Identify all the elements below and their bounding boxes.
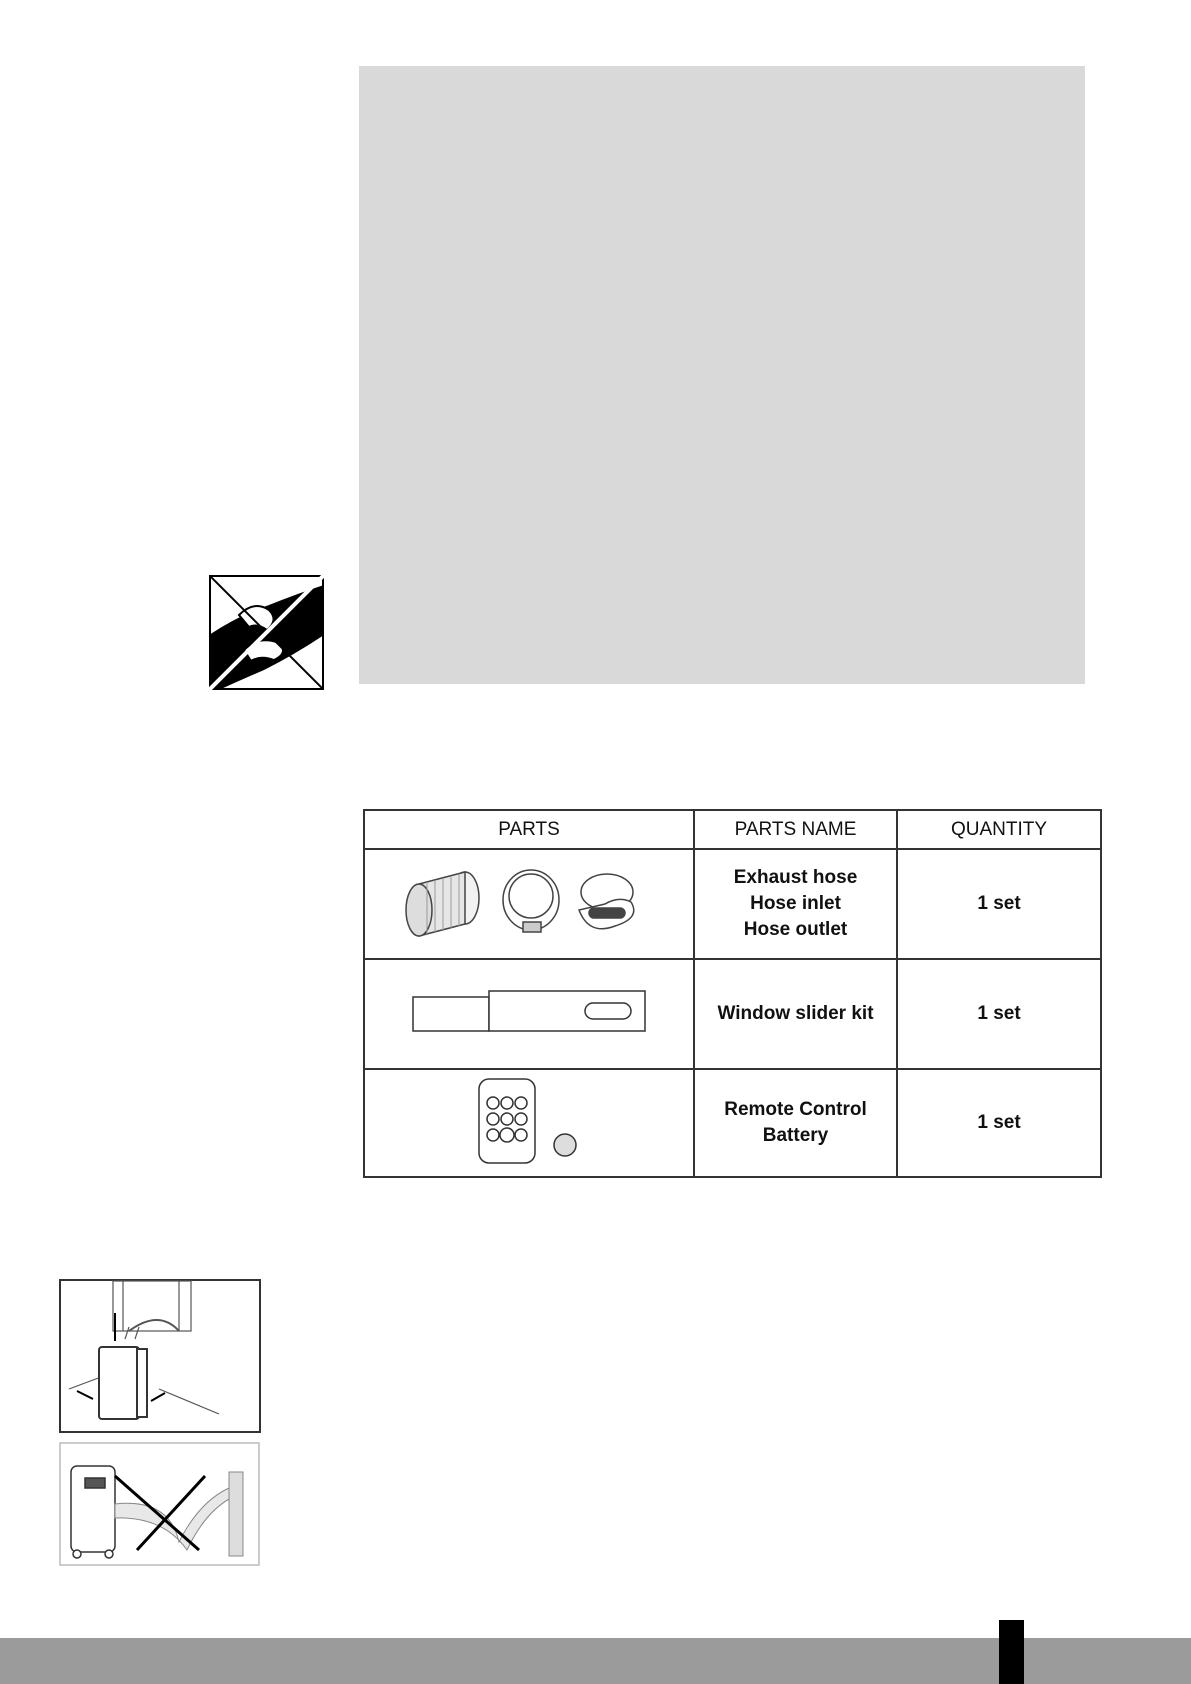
- part-name-line: Hose inlet: [750, 893, 841, 914]
- exhaust-hose-illustration: [379, 856, 679, 946]
- table-row: [364, 849, 1101, 959]
- part-name-cell: [694, 1069, 897, 1177]
- no-hands-in-outlet-icon: [209, 575, 324, 690]
- quantity-cell: 1 set: [897, 959, 1101, 1069]
- parts-illustration-cell: [364, 959, 694, 1069]
- table-row: [364, 959, 1101, 1069]
- part-name-cell: [694, 849, 897, 959]
- no-bent-hose-icon: [59, 1442, 260, 1566]
- part-name-line: Remote Control: [724, 1099, 867, 1120]
- part-name-line: Hose outlet: [743, 919, 848, 940]
- page-tab-marker: [999, 1620, 1024, 1684]
- parts-illustration-cell: [364, 849, 694, 959]
- parts-illustration-cell: [364, 1069, 694, 1177]
- header-parts: PARTS: [364, 810, 694, 849]
- header-quantity: QUANTITY: [897, 810, 1101, 849]
- part-name-line: Window slider kit: [717, 1003, 874, 1024]
- parts-table: [363, 809, 1102, 1178]
- window-slider-kit-illustration: [409, 981, 649, 1041]
- header-parts-name: PARTS NAME: [694, 810, 897, 849]
- table-header-row: [364, 810, 1101, 849]
- quantity-cell: 1 set: [897, 1069, 1101, 1177]
- part-name-line: Exhaust hose: [733, 867, 858, 888]
- clearance-diagram-icon: [59, 1279, 261, 1433]
- text-panel: [359, 66, 1085, 684]
- remote-control-illustration: [469, 1075, 589, 1165]
- part-name-line: Battery: [762, 1125, 829, 1146]
- table-row: [364, 1069, 1101, 1177]
- part-name-cell: [694, 959, 897, 1069]
- quantity-cell: 1 set: [897, 849, 1101, 959]
